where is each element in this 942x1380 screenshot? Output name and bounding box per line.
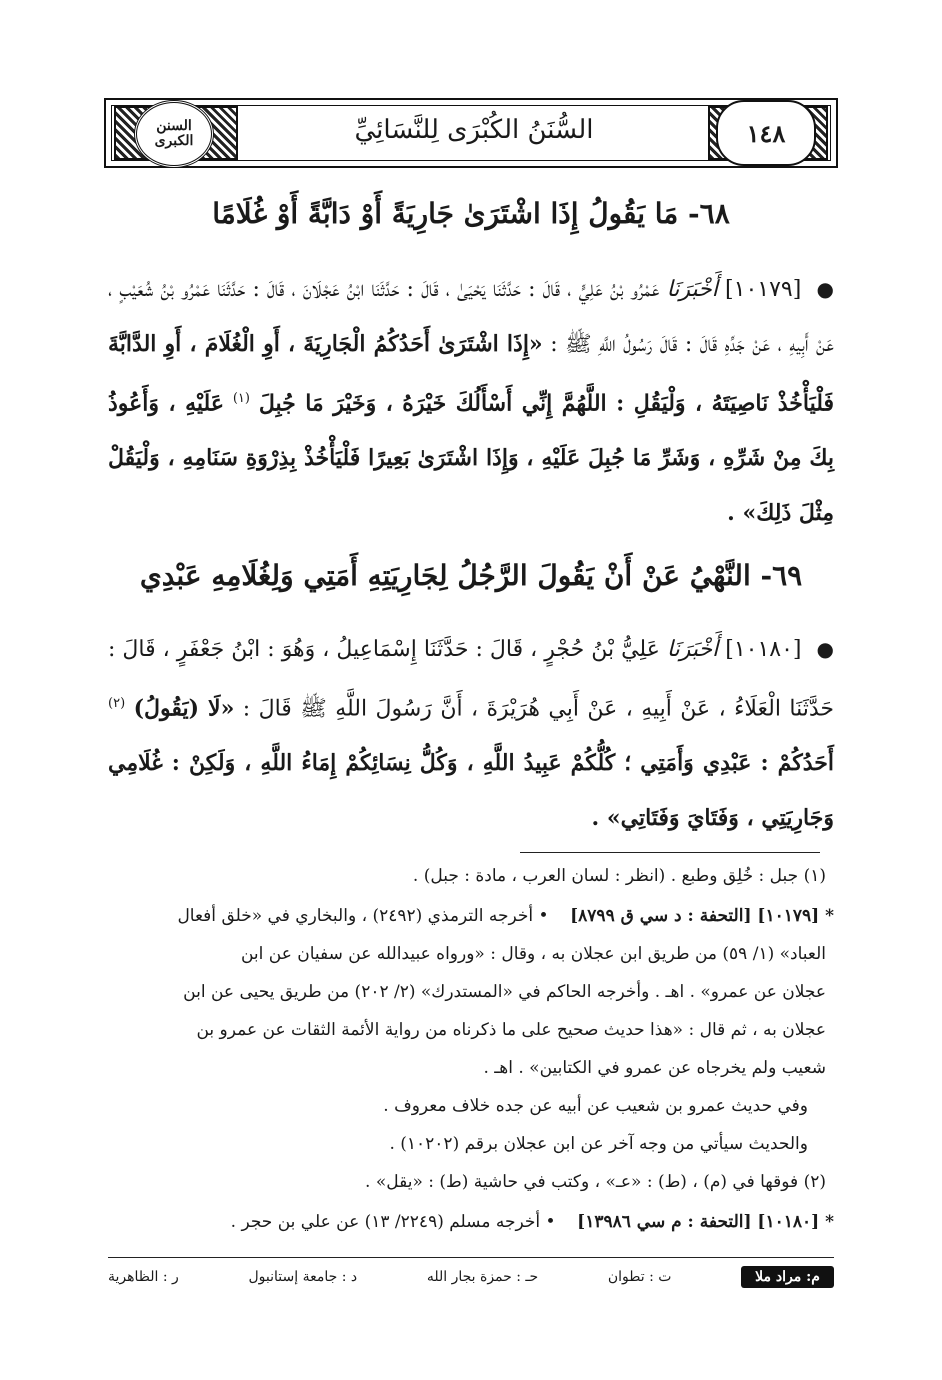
manuscript-t: ت : تطوان: [607, 1269, 672, 1285]
takhrij-10179-line-d: عجلان به ، ثم قال : «هذا حديث صحيح على ما ذكرناه من رواية الأئمة الثقات عن عمرو بن: [196, 1020, 826, 1040]
page-footer: [108, 1262, 834, 1292]
chapter-68-title: ٦٨- مَا يَقُولُ إِذَا اشْتَرَىٰ جَارِيَةً أَوْ دَابَّةً أَوْ غُلَامًا: [212, 197, 730, 230]
takhrij-10179-line-b: العباد» (١/ ٥٩) من طريق ابن عجلان به ، وقال : «ورواه عبيدالله عن سفيان عن ابن: [240, 944, 826, 964]
hadith-10179: [108, 262, 834, 541]
takhrij-10179-line-a: • أخرجه الترمذي (٢٤٩٢) ، والبخاري في «خلق أفعال: [177, 906, 549, 926]
isnad-line-1: عَلِيُّ بْنُ حُجْرٍ ، قَالَ : حَدَّثَنَا إِسْمَاعِيلُ ، وَهُوَ : ابْنُ جَعْفَرٍ ،: [162, 637, 660, 662]
manuscript-h: حـ : حمزة بجار الله: [426, 1269, 539, 1285]
takhrij-10179-line-g: والحديث سيأتي من وجه آخر عن ابن عجلان برقم (١٠٢٠٢) .: [389, 1134, 808, 1154]
footnote-marker: (٢): [108, 696, 126, 711]
book-title: السُّنَنُ الكُبْرَى لِلنَّسَائِيِّ: [354, 115, 594, 145]
hadith-10180: [108, 622, 834, 846]
akhbarana: أَخْبَرَنَا: [666, 637, 719, 662]
takhrij-10179-line-f: وفي حديث عمرو بن شعيب عن أبيه عن جده خلاف معروف .: [383, 1096, 808, 1116]
chapter-69-title: ٦٩- النَّهْيُ عَنْ أَنْ يَقُولَ الرَّجُلُ لِجَارِيَتِهِ أَمَتِي وَلِغُلَامِهِ عَبْدِي: [139, 559, 803, 592]
takhrij-10180: [231, 1212, 834, 1232]
akhbarana: أَخْبَرَنَا: [666, 277, 718, 302]
takhrij-10179-line-e: شعيب ولم يخرجاه عن عمرو في الكتابين» . اهـ .: [483, 1058, 826, 1078]
footnote-separator: [520, 852, 820, 853]
isnad-line-2: قَالَ : حَدَّثَنَا عَمْرُو بْنُ شُعَيْبٍ ، عَنْ أَبِيهِ ، عَنْ جَدِّهِ قَالَ : قَالَ رَسُولُ اللَّهِ ﷺ :: [108, 277, 834, 357]
hadith-number: [١٠١٧٩]: [725, 277, 802, 302]
footnote-marker: (١): [232, 391, 250, 406]
manuscript-d: د : جامعة إستانبول: [248, 1269, 358, 1285]
takhrij-10179: [177, 906, 834, 926]
manuscript-r: ر : الظاهرية: [108, 1269, 179, 1285]
takhrij-10180-line-a: • أخرجه مسلم (٢٢٤٩/ ١٣) عن علي بن حجر .: [230, 1212, 556, 1232]
takhrij-10179-head: * [١٠١٧٩] [التحفة : د سي ق ٨٧٩٩]: [570, 906, 834, 926]
matn-continuation: عَلَيْهِ ، وَأَعُوذُ بِكَ مِنْ شَرِّهِ ، وَشَرِّ مَا جُبِلَ عَلَيْهِ ، وَإِذَا اشْتَرَىٰ بَعِيرًا فَلْيَأْخُذْ بِذِرْوَةِ سَنَامِهِ ، وَلْيَقُلْ مِثْلَ ذَلِكَ» .: [108, 390, 834, 527]
matn-continuation: أَحَدُكُمْ : عَبْدِي وَأَمَتِي ؛ كُلُّكُمْ عَبِيدُ اللَّهِ ، وَكُلُّ نِسَائِكُمْ إِمَاءُ اللَّهِ ، وَلَكِنْ : غُلَامِي وَجَارِيَتِي ، وَفَتَايَ وَفَتَاتِي» .: [108, 750, 834, 832]
footnote-1: (١) جبل : خُلِق وطبع . (انظر : لسان العرب ، مادة : جبل) .: [412, 866, 826, 886]
isnad-line-2: قَالَ : حَدَّثَنَا الْعَلَاءُ ، عَنْ أَبِيهِ ، عَنْ أَبِي هُرَيْرَةَ ، أَنَّ رَسُولَ اللَّهِ ﷺ قَالَ :: [108, 637, 834, 722]
matn: «إِذَا اشْتَرَىٰ أَحَدُكُمُ الْجَارِيَةَ ، أَوِ الْغُلَامَ ، أَوِ الدَّابَّةَ فَلْيَأْخُذْ نَاصِيَتَهُ ، وَلْيَقُلِ : اللَّهُمَّ إِنِّي أَسْأَلُكَ خَيْرَهُ ، وَخَيْرَ مَا جُبِلَ: [108, 331, 835, 417]
page-header: [104, 98, 838, 168]
footer-rule: [108, 1257, 834, 1258]
hadith-number: [١٠١٨٠]: [725, 637, 802, 662]
book-medallion: السنن الكبرى: [134, 100, 214, 168]
matn: «لَا (يَقُولُ): [133, 695, 235, 722]
page-number: ١٤٨: [716, 100, 816, 166]
footnote-2: (٢) فوقها في (م) ، (ط) : «عـ» ، وكتب في حاشية (ط) : «يقل» .: [365, 1172, 826, 1192]
takhrij-10179-line-c: عجلان عن عمرو» . اهـ . وأخرجه الحاكم في «المستدرك» (٢/ ٢٠٢) من طريق يحيى عن ابن: [183, 982, 826, 1002]
bullet-icon: ●: [816, 277, 835, 301]
owner-badge: م: مراد ملا: [741, 1266, 834, 1288]
bullet-icon: ●: [816, 637, 835, 661]
takhrij-10180-head: * [١٠١٨٠] [التحفة : م سي ١٣٩٨٦]: [577, 1212, 834, 1232]
isnad-line-1: عَمْرُو بْنُ عَلِيٍّ ، قَالَ : حَدَّثَنَا يَحْيَىٰ ، قَالَ : حَدَّثَنَا ابْنُ عَجْلَانَ ،: [291, 277, 660, 302]
